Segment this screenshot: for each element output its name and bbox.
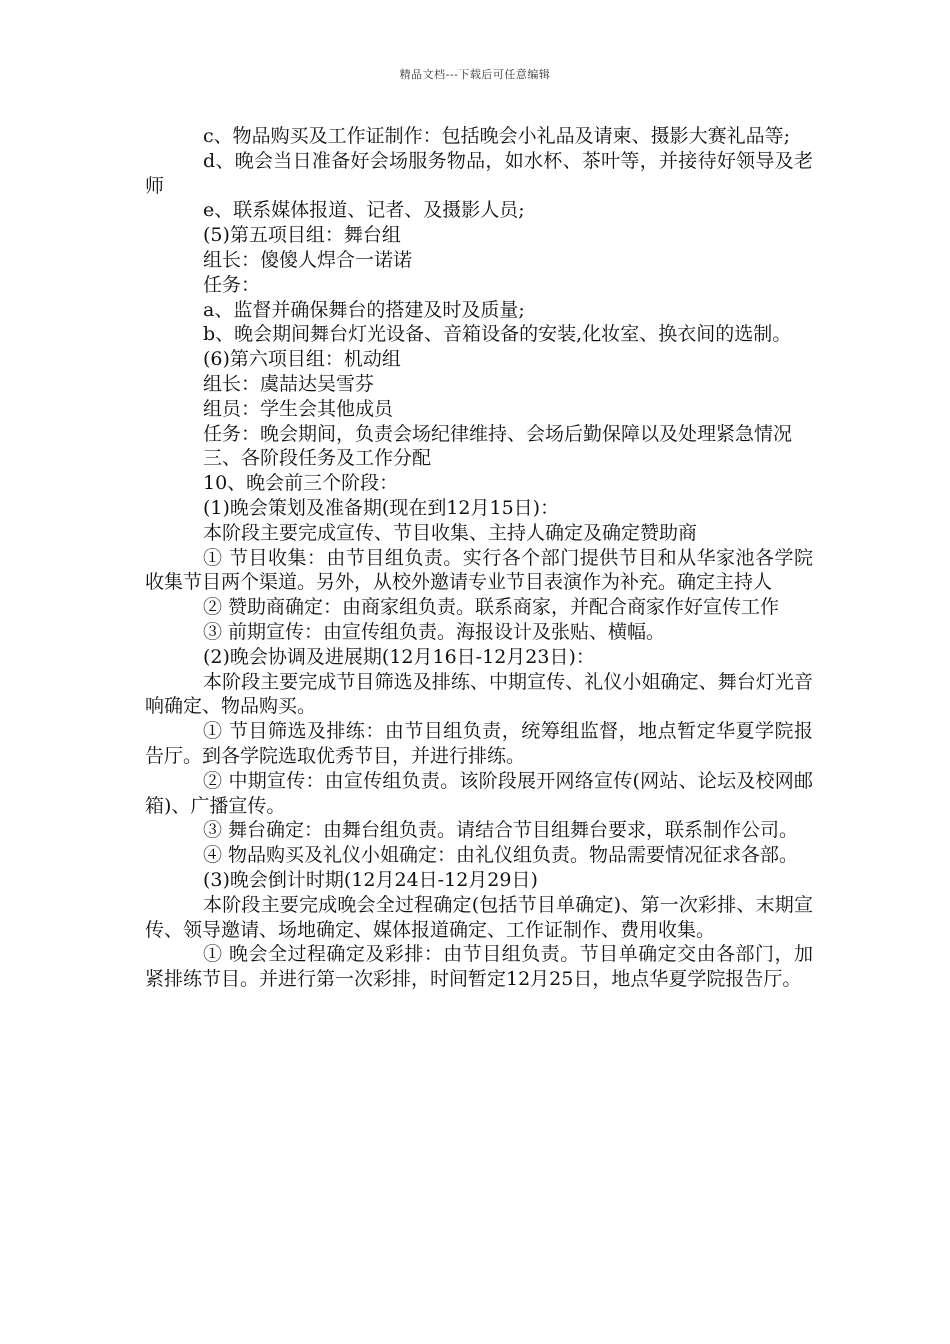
document-body (145, 124, 813, 992)
paragraph: b、晚会期间舞台灯光设备、音箱设备的安装,化妆室、换衣间的选制。 (203, 323, 792, 346)
paragraph: 本阶段主要完成宣传、节目收集、主持人确定及确定赞助商 (203, 521, 698, 544)
paragraph: 组长：傻傻人焊合一诺诺 (203, 248, 413, 271)
paragraph: ① 节目收集：由节目组负责。实行各个部门提供节目和从华家池各学院收集节目两个渠道。另外，从校外邀请专业节目表演作为补充。确定主持人 (145, 546, 813, 594)
paragraph: (2)晚会协调及进展期(12月16日-12月23日)： (203, 645, 595, 668)
paragraph: 本阶段主要完成晚会全过程确定(包括节目单确定)、第一次彩排、末期宣传、领导邀请、场地确定、媒体报道确定、工作证制作、费用收集。 (145, 893, 813, 941)
paragraph: ② 中期宣传：由宣传组负责。该阶段展开网络宣传(网站、论坛及校网邮 箱)、广播宣传。 (145, 769, 813, 817)
paragraph: 任务：晚会期间，负责会场纪律维持、会场后勤保障以及处理紧急情况 (203, 422, 793, 445)
paragraph: (3)晚会倒计时期(12月24日-12月29日) (203, 868, 538, 891)
paragraph: 任务： (203, 273, 261, 296)
paragraph: 10、晚会前三个阶段： (203, 472, 399, 495)
page-header: 精品文档---下载后可任意编辑 (399, 68, 551, 81)
paragraph: 三、各阶段任务及工作分配 (203, 447, 432, 470)
paragraph: ① 晚会全过程确定及彩排：由节目组负责。节目单确定交由各部门，加紧排练节目。并进行第一次彩排，时间暂定12月25日，地点华夏学院报告厅。 (145, 943, 813, 991)
paragraph: 本阶段主要完成节目筛选及排练、中期宣传、礼仪小姐确定、舞台灯光音响确定、物品购买。 (145, 670, 813, 718)
paragraph: ② 赞助商确定：由商家组负责。联系商家，并配合商家作好宣传工作 (203, 596, 780, 619)
paragraph: 组长：虞喆达吴雪芬 (203, 372, 375, 395)
paragraph: c、物品购买及工作证制作：包括晚会小礼品及请柬、摄影大赛礼品等; (203, 125, 791, 147)
paragraph: e、联系媒体报道、记者、及摄影人员; (203, 199, 525, 222)
paragraph: ④ 物品购买及礼仪小姐确定：由礼仪组负责。物品需要情况征求各部。 (203, 844, 799, 867)
paragraph: (6)第六项目组：机动组 (203, 348, 401, 371)
paragraph: 组员：学生会其他成员 (203, 397, 394, 420)
paragraph: (5)第五项目组：舞台组 (203, 224, 401, 247)
paragraph: (1)晚会策划及准备期(现在到12月15日)： (203, 496, 560, 519)
paragraph: a、监督并确保舞台的搭建及时及质量; (203, 298, 525, 321)
paragraph: ① 节目筛选及排练：由节目组负责，统筹组监督，地点暂定华夏学院报告厅。到各学院选取优秀节目，并进行排练。 (145, 720, 813, 767)
paragraph: d、晚会当日准备好会场服务物品，如水杯、茶叶等，并接待好领导及老师 (145, 149, 813, 197)
paragraph: ③ 舞台确定：由舞台组负责。请结合节目组舞台要求，联系制作公司。 (203, 819, 799, 842)
paragraph: ③ 前期宣传：由宣传组负责。海报设计及张贴、横幅。 (203, 620, 666, 643)
